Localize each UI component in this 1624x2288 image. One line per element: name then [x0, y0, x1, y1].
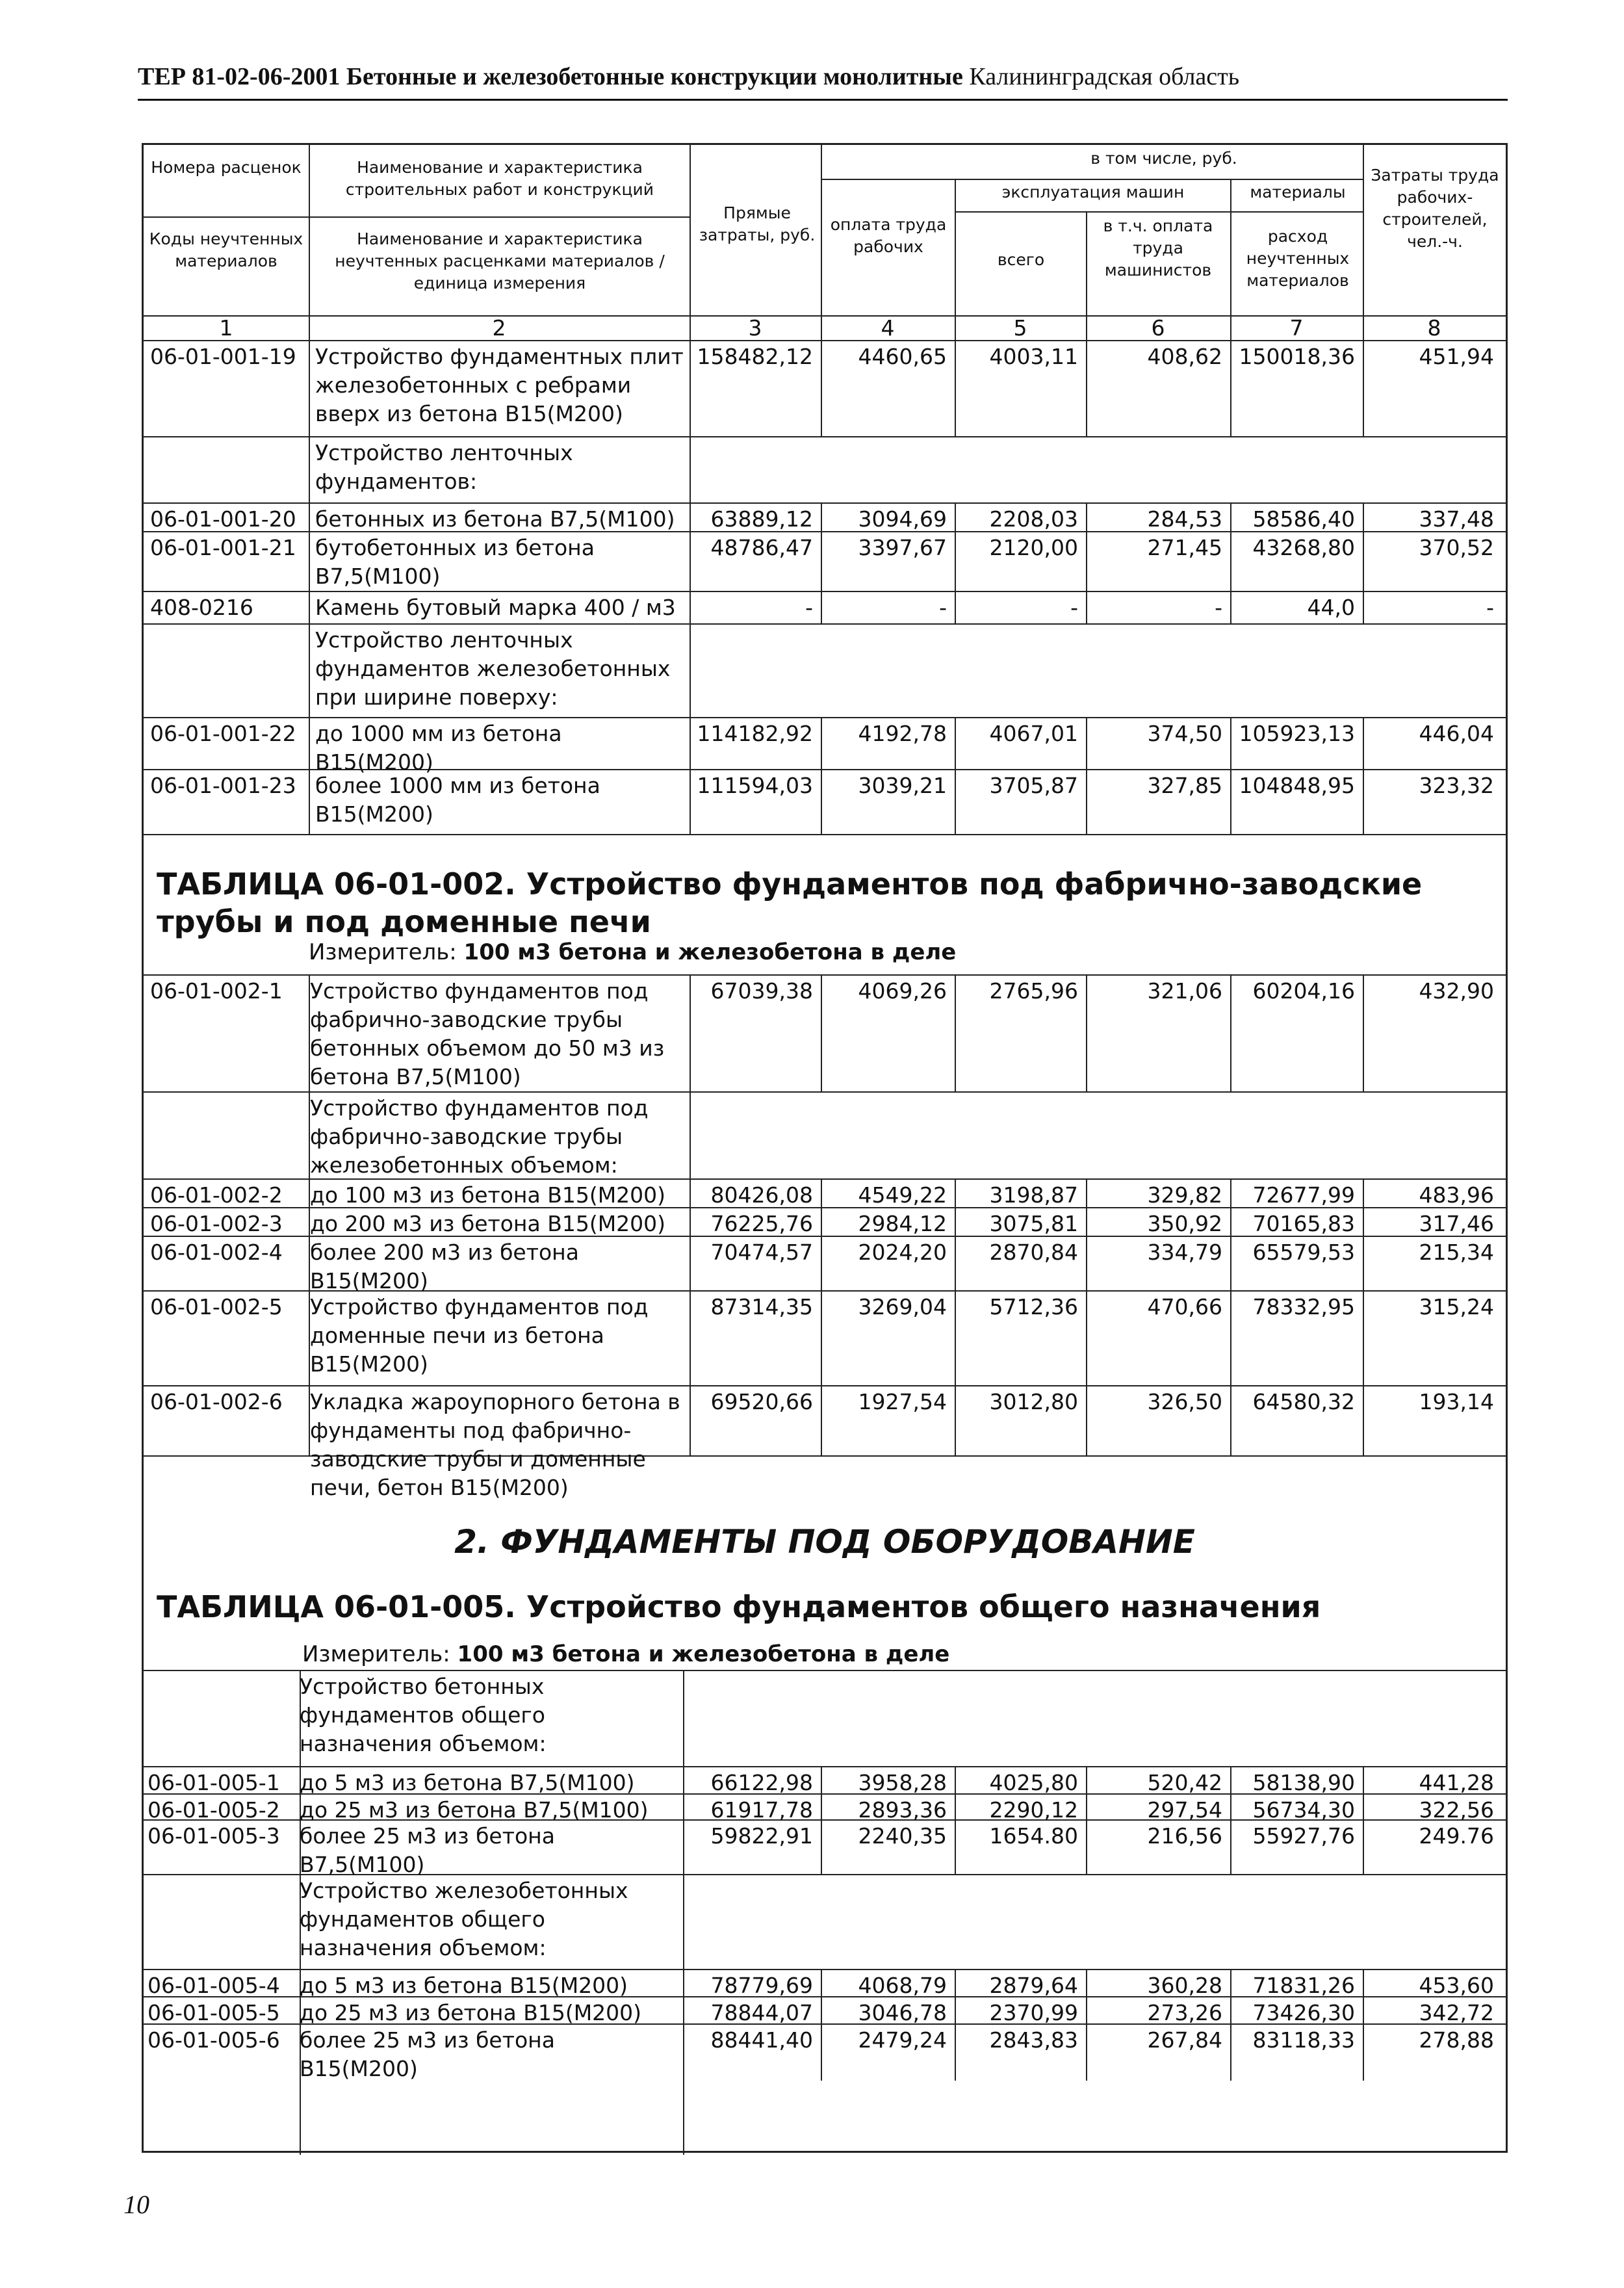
- value-cell: 78779,69: [710, 1973, 813, 1998]
- rate-code: 06-01-001-22: [150, 721, 296, 746]
- work-description: Устройство ленточных фундаментов:: [315, 440, 573, 494]
- value-cell: 66122,98: [710, 1770, 813, 1795]
- work-description: Камень бутовый марка 400 / м3: [315, 595, 676, 620]
- value-cell: 3705,87: [989, 773, 1078, 798]
- v-rule: [1086, 1236, 1087, 1290]
- rate-code: 06-01-001-21: [150, 535, 296, 560]
- value-cell: 193,14: [1419, 1389, 1494, 1414]
- v-rule: [1086, 1385, 1087, 1455]
- h-rule: [144, 1091, 1506, 1093]
- value-cell: 321,06: [1147, 978, 1222, 1004]
- page-header: [138, 62, 1508, 101]
- v-rule: [1086, 974, 1087, 1091]
- v-rule: [1086, 1996, 1087, 2023]
- rate-code: 06-01-001-23: [150, 773, 296, 798]
- value-cell: 4549,22: [858, 1182, 947, 1208]
- value-cell: 44,0: [1307, 595, 1355, 620]
- value-cell: 4460,65: [858, 344, 947, 369]
- rate-code: 06-01-001-19: [150, 344, 296, 369]
- value-cell: 3046,78: [858, 2000, 947, 2025]
- value-cell: 3039,21: [858, 773, 947, 798]
- value-cell: 73426,30: [1252, 2000, 1355, 2025]
- h-rule: [955, 211, 1363, 213]
- rate-code: 06-01-002-2: [150, 1182, 283, 1208]
- work-description: бетонных из бетона В7,5(М100): [315, 506, 675, 532]
- value-cell: 284,53: [1147, 506, 1222, 532]
- value-cell: 114182,92: [697, 721, 813, 746]
- value-cell: 4069,26: [858, 978, 947, 1004]
- v-rule: [1086, 1969, 1087, 1996]
- v-rule: [1086, 1207, 1087, 1236]
- page-number: 10: [123, 2190, 149, 2219]
- value-cell: 453,60: [1419, 1973, 1494, 1998]
- value-cell: 342,72: [1419, 2000, 1494, 2025]
- h-rule: [144, 1766, 1506, 1767]
- value-cell: 317,46: [1419, 1211, 1494, 1236]
- value-cell: 2984,12: [858, 1211, 947, 1236]
- value-cell: 43268,80: [1252, 535, 1355, 560]
- work-description: более 200 м3 из бетона В15(М200): [310, 1240, 579, 1294]
- column-number: 1: [219, 315, 233, 341]
- h-rule: [144, 717, 1506, 718]
- v-rule: [1086, 1766, 1087, 1793]
- column-number: 4: [881, 315, 895, 341]
- rate-code: 06-01-002-3: [150, 1211, 283, 1236]
- work-description: Устройство фундаментов под фабрично-заводские трубы бетонных объемом до 50 м3 из бетона В7,5(М100): [310, 978, 665, 1089]
- value-cell: 326,50: [1147, 1389, 1222, 1414]
- column-number: 8: [1427, 315, 1441, 341]
- work-description: Устройство фундаментных плит железобетонных с ребрами вверх из бетона В15(М200): [315, 344, 684, 426]
- h-rule: [144, 1385, 1506, 1386]
- value-cell: 374,50: [1147, 721, 1222, 746]
- table2-measure-value: 100 м3 бетона и железобетона в деле: [463, 939, 957, 965]
- value-cell: 249.76: [1419, 1823, 1494, 1849]
- value-cell: 1927,54: [858, 1389, 947, 1414]
- rate-code: 06-01-005-5: [148, 2000, 280, 2025]
- rate-code: 06-01-005-2: [148, 1797, 280, 1823]
- value-cell: -: [1215, 595, 1222, 620]
- value-cell: 150018,36: [1239, 344, 1355, 369]
- value-cell: 4067,01: [989, 721, 1078, 746]
- v-rule: [1086, 591, 1087, 623]
- value-cell: 337,48: [1419, 506, 1494, 532]
- header-col2a: Наименование и характеристика строительных работ и конструкций: [345, 158, 654, 199]
- work-description: до 5 м3 из бетона В15(М200): [300, 1973, 628, 1998]
- value-cell: 4003,11: [989, 344, 1078, 369]
- work-description: более 25 м3 из бетона В15(М200): [300, 2027, 555, 2081]
- table2-measure: [309, 939, 956, 965]
- rate-code: 06-01-005-1: [148, 1770, 280, 1795]
- value-cell: 2024,20: [858, 1240, 947, 1265]
- value-cell: 216,56: [1147, 1823, 1222, 1849]
- h-rule: [144, 1969, 1506, 1970]
- value-cell: 470,66: [1147, 1294, 1222, 1320]
- section-title: 2. ФУНДАМЕНТЫ ПОД ОБОРУДОВАНИЕ: [454, 1523, 1195, 1561]
- header-col2b: Наименование и характеристика неучтенных расценками материалов / единица измерения: [335, 229, 665, 292]
- h-rule: [144, 436, 1506, 437]
- value-cell: 48786,47: [710, 535, 813, 560]
- rate-code: 06-01-005-6: [148, 2027, 280, 2053]
- h-rule: [144, 502, 1506, 504]
- value-cell: 4025,80: [989, 1770, 1078, 1795]
- value-cell: 3198,87: [989, 1182, 1078, 1208]
- work-description: до 1000 мм из бетона В15(М200): [315, 721, 562, 775]
- value-cell: 441,28: [1419, 1770, 1494, 1795]
- v-rule: [1086, 2023, 1087, 2081]
- value-cell: 446,04: [1419, 721, 1494, 746]
- value-cell: 64580,32: [1252, 1389, 1355, 1414]
- value-cell: 3094,69: [858, 506, 947, 532]
- value-cell: 2208,03: [989, 506, 1078, 532]
- table3-measure: [302, 1641, 949, 1667]
- rate-code: 06-01-005-3: [148, 1823, 280, 1849]
- value-cell: 2370,99: [989, 2000, 1078, 2025]
- work-description: более 1000 мм из бетона В15(М200): [315, 773, 600, 827]
- doc-title: Бетонные и железобетонные конструкции монолитные: [346, 63, 963, 90]
- h-rule: [144, 1670, 1506, 1671]
- value-cell: 78844,07: [710, 2000, 813, 2025]
- header-incl: в том числе, руб.: [1090, 149, 1237, 168]
- value-cell: 3958,28: [858, 1770, 947, 1795]
- table2-title: ТАБЛИЦА 06-01-002. Устройство фундаментов под фабрично-заводские трубы и под доменные печи: [157, 866, 1423, 939]
- value-cell: 111594,03: [697, 773, 813, 798]
- value-cell: 5712,36: [989, 1294, 1078, 1320]
- value-cell: 360,28: [1147, 1973, 1222, 1998]
- value-cell: 158482,12: [697, 344, 813, 369]
- value-cell: 1654.80: [989, 1823, 1078, 1849]
- header-materials: материалы: [1250, 183, 1346, 202]
- value-cell: 271,45: [1147, 535, 1222, 560]
- doc-code: ТЕР 81-02-06-2001: [138, 63, 341, 90]
- value-cell: 67039,38: [710, 978, 813, 1004]
- v-rule: [1086, 717, 1087, 769]
- v-rule: [1086, 769, 1087, 834]
- value-cell: 105923,13: [1239, 721, 1355, 746]
- table3-measure-value: 100 м3 бетона и железобетона в деле: [457, 1641, 950, 1667]
- h-rule: [821, 179, 1363, 180]
- value-cell: 104848,95: [1239, 773, 1355, 798]
- work-description: более 25 м3 из бетона В7,5(М100): [300, 1823, 555, 1877]
- header-col5: всего: [997, 250, 1045, 269]
- v-rule: [1086, 1819, 1087, 1874]
- value-cell: 327,85: [1147, 773, 1222, 798]
- value-cell: 2765,96: [989, 978, 1078, 1004]
- header-col3: Прямые затраты, руб.: [699, 203, 816, 244]
- value-cell: 56734,30: [1252, 1797, 1355, 1823]
- value-cell: -: [939, 595, 947, 620]
- header-col1a: Номера расценок: [151, 158, 302, 177]
- header-machines: эксплуатация машин: [1001, 183, 1185, 202]
- work-description: до 25 м3 из бетона В15(М200): [300, 2000, 642, 2025]
- v-rule: [1086, 531, 1087, 591]
- value-cell: 59822,91: [710, 1823, 813, 1849]
- value-cell: 2120,00: [989, 535, 1078, 560]
- value-cell: 267,84: [1147, 2027, 1222, 2053]
- value-cell: 297,54: [1147, 1797, 1222, 1823]
- header-col4: оплата труда рабочих: [830, 215, 947, 256]
- value-cell: 2893,36: [858, 1797, 947, 1823]
- table3-title: ТАБЛИЦА 06-01-005. Устройство фундаментов общего назначения: [157, 1589, 1321, 1624]
- column-number: 3: [748, 315, 762, 341]
- header-col7: расход неучтенных материалов: [1246, 227, 1350, 290]
- value-cell: 63889,12: [710, 506, 813, 532]
- value-cell: 322,56: [1419, 1797, 1494, 1823]
- value-cell: 2879,64: [989, 1973, 1078, 1998]
- h-rule: [144, 591, 1506, 592]
- h-rule: [144, 216, 690, 218]
- value-cell: 4068,79: [858, 1973, 947, 1998]
- rate-code: 408-0216: [150, 595, 253, 620]
- value-cell: 370,52: [1419, 535, 1494, 560]
- value-cell: 329,82: [1147, 1182, 1222, 1208]
- rates-table: [142, 143, 1508, 2153]
- column-number: 6: [1151, 315, 1165, 341]
- work-description: Устройство железобетонных фундаментов общего назначения объемом:: [300, 1878, 628, 1960]
- value-cell: 65579,53: [1252, 1240, 1355, 1265]
- value-cell: 80426,08: [710, 1182, 813, 1208]
- value-cell: 451,94: [1419, 344, 1494, 369]
- value-cell: 2290,12: [989, 1797, 1078, 1823]
- header-col8: Затраты труда рабочих-строителей, чел.-ч.: [1371, 166, 1499, 251]
- value-cell: 70474,57: [710, 1240, 813, 1265]
- h-rule: [144, 834, 1506, 835]
- rate-code: 06-01-002-5: [150, 1294, 283, 1320]
- v-rule: [1086, 340, 1087, 436]
- value-cell: 83118,33: [1252, 2027, 1355, 2053]
- work-description: до 25 м3 из бетона В7,5(М100): [300, 1797, 649, 1823]
- value-cell: 61917,78: [710, 1797, 813, 1823]
- rate-code: 06-01-002-1: [150, 978, 283, 1004]
- value-cell: 60204,16: [1252, 978, 1355, 1004]
- value-cell: 69520,66: [710, 1389, 813, 1414]
- work-description: до 100 м3 из бетона В15(М200): [310, 1182, 666, 1208]
- work-description: бутобетонных из бетона В7,5(М100): [315, 535, 595, 589]
- value-cell: 334,79: [1147, 1240, 1222, 1265]
- value-cell: 87314,35: [710, 1294, 813, 1320]
- column-number: 2: [492, 315, 506, 341]
- work-description: Устройство фундаментов под фабрично-заводские трубы железобетонных объемом:: [310, 1095, 649, 1178]
- column-number: 7: [1289, 315, 1304, 341]
- value-cell: 71831,26: [1252, 1973, 1355, 1998]
- v-rule: [1086, 502, 1087, 531]
- v-rule: [1086, 1793, 1087, 1819]
- value-cell: 3012,80: [989, 1389, 1078, 1414]
- v-rule: [309, 145, 310, 834]
- doc-region: Калининградская область: [969, 63, 1240, 90]
- header-col6: в т.ч. оплата труда машинистов: [1103, 216, 1213, 280]
- value-cell: 3075,81: [989, 1211, 1078, 1236]
- work-description: Укладка жароупорного бетона в фундаменты под фабрично- заводские трубы и доменные печи, бетон В15(М200): [310, 1389, 680, 1500]
- value-cell: 4192,78: [858, 721, 947, 746]
- value-cell: 70165,83: [1252, 1211, 1355, 1236]
- work-description: до 200 м3 из бетона В15(М200): [310, 1211, 666, 1236]
- rate-code: 06-01-002-6: [150, 1389, 283, 1414]
- value-cell: 72677,99: [1252, 1182, 1355, 1208]
- value-cell: 2479,24: [858, 2027, 947, 2053]
- value-cell: 58586,40: [1252, 506, 1355, 532]
- h-rule: [144, 623, 1506, 625]
- value-cell: -: [805, 595, 813, 620]
- value-cell: 273,26: [1147, 2000, 1222, 2025]
- value-cell: 2870,84: [989, 1240, 1078, 1265]
- value-cell: 55927,76: [1252, 1823, 1355, 1849]
- value-cell: 78332,95: [1252, 1294, 1355, 1320]
- v-rule: [1086, 1178, 1087, 1207]
- work-description: Устройство фундаментов под доменные печи из бетона В15(М200): [310, 1294, 649, 1377]
- value-cell: 2240,35: [858, 1823, 947, 1849]
- value-cell: 3397,67: [858, 535, 947, 560]
- value-cell: 58138,90: [1252, 1770, 1355, 1795]
- value-cell: 88441,40: [710, 2027, 813, 2053]
- rate-code: 06-01-005-4: [148, 1973, 280, 1998]
- rate-code: 06-01-002-4: [150, 1240, 283, 1265]
- value-cell: 483,96: [1419, 1182, 1494, 1208]
- table3-measure-label: Измеритель:: [302, 1641, 450, 1667]
- work-description: до 5 м3 из бетона В7,5(М100): [300, 1770, 635, 1795]
- rate-code: 06-01-001-20: [150, 506, 296, 532]
- value-cell: 76225,76: [710, 1211, 813, 1236]
- value-cell: 520,42: [1147, 1770, 1222, 1795]
- value-cell: 350,92: [1147, 1211, 1222, 1236]
- value-cell: -: [1486, 595, 1494, 620]
- table2-measure-label: Измеритель:: [309, 939, 457, 965]
- value-cell: -: [1070, 595, 1078, 620]
- header-col1b: Коды неучтенных материалов: [149, 229, 303, 270]
- value-cell: 432,90: [1419, 978, 1494, 1004]
- h-rule: [144, 974, 1506, 976]
- value-cell: 315,24: [1419, 1294, 1494, 1320]
- work-description: Устройство ленточных фундаментов железобетонных при ширине поверху:: [315, 627, 671, 710]
- value-cell: 278,88: [1419, 2027, 1494, 2053]
- value-cell: 2843,83: [989, 2027, 1078, 2053]
- column-number: 5: [1013, 315, 1027, 341]
- value-cell: 215,34: [1419, 1240, 1494, 1265]
- value-cell: 323,32: [1419, 773, 1494, 798]
- v-rule: [1086, 1290, 1087, 1385]
- value-cell: 3269,04: [858, 1294, 947, 1320]
- v-rule: [1230, 179, 1231, 340]
- work-description: Устройство бетонных фундаментов общего назначения объемом:: [300, 1674, 547, 1756]
- value-cell: 408,62: [1147, 344, 1222, 369]
